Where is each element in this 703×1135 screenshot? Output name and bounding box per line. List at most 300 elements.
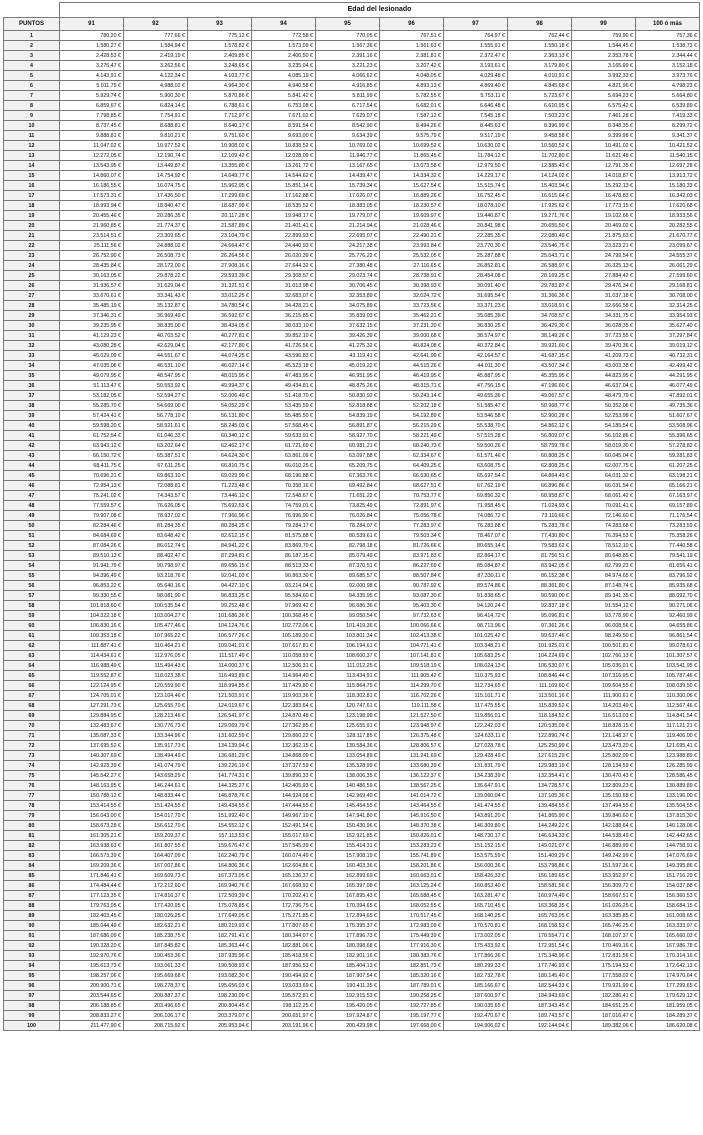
value-cell: 106.830,16 € — [60, 621, 124, 631]
puntos-cell: 73 — [4, 751, 60, 761]
value-cell: 90.787,92 € — [380, 581, 444, 591]
value-cell: 115.864,75 € — [316, 681, 380, 691]
value-cell: 16.342,03 € — [636, 191, 700, 201]
age-header: 94 — [252, 18, 316, 31]
value-cell: 2.353,78 € — [572, 51, 636, 61]
value-cell: 149.395,86 € — [636, 861, 700, 871]
value-cell: 39.235,95 € — [60, 321, 124, 331]
value-cell: 7.461,28 € — [572, 111, 636, 121]
value-cell: 123.948,97 € — [380, 721, 444, 731]
table-title: Edad del lesionado — [60, 3, 700, 18]
value-cell: 79.503,34 € — [380, 531, 444, 541]
value-cell: 146.878,76 € — [188, 791, 252, 801]
value-cell: 177.866,36 € — [444, 951, 508, 961]
value-cell: 2.428,53 € — [60, 51, 124, 61]
value-cell: 135.528,99 € — [316, 761, 380, 771]
value-cell: 162.899,69 € — [316, 871, 380, 881]
table-row — [4, 111, 700, 121]
value-cell: 156.189,65 € — [508, 871, 572, 881]
value-cell: 10.421,52 € — [636, 141, 700, 151]
table-row — [4, 151, 700, 161]
value-cell: 64.864,43 € — [508, 471, 572, 481]
value-cell: 6.610,95 € — [508, 101, 572, 111]
value-cell: 145.916,50 € — [380, 811, 444, 821]
value-cell: 8.445,63 € — [444, 121, 508, 131]
value-cell: 127.615,29 € — [508, 751, 572, 761]
value-cell: 26.020,39 € — [252, 251, 316, 261]
value-cell: 42.629,04 € — [124, 341, 188, 351]
value-cell: 772,58 € — [252, 31, 316, 41]
value-cell: 167.986,78 € — [636, 941, 700, 951]
value-cell: 154.552,12 € — [188, 821, 252, 831]
value-cell: 156.360,53 € — [636, 891, 700, 901]
value-cell: 120.535,09 € — [508, 721, 572, 731]
value-cell: 119.903,36 € — [252, 691, 316, 701]
value-cell: 48.315,71 € — [380, 381, 444, 391]
value-cell: 39.000,68 € — [380, 331, 444, 341]
table-row — [4, 241, 700, 251]
value-cell: 9.399,98 € — [572, 131, 636, 141]
value-cell: 144.538,49 € — [572, 831, 636, 841]
value-cell: 187.600,97 € — [444, 991, 508, 1001]
value-cell: 193.061,33 € — [124, 961, 188, 971]
value-cell: 167.007,86 € — [124, 861, 188, 871]
value-cell: 61.721,69 € — [252, 441, 316, 451]
value-cell: 17.620,68 € — [636, 201, 700, 211]
value-cell: 142.923,39 € — [60, 761, 124, 771]
table-row — [4, 871, 700, 881]
value-cell: 24.555,37 € — [636, 251, 700, 261]
value-cell: 160.074,49 € — [252, 851, 316, 861]
value-cell: 37.723,55 € — [572, 331, 636, 341]
puntos-cell: 25 — [4, 271, 60, 281]
value-cell: 36.830,25 € — [444, 321, 508, 331]
value-cell: 148.833,44 € — [124, 791, 188, 801]
value-cell: 182.286,41 € — [572, 991, 636, 1001]
value-cell: 8.494,26 € — [380, 121, 444, 131]
value-cell: 5.694,23 € — [572, 91, 636, 101]
value-cell: 198.278,37 € — [124, 981, 188, 991]
value-cell: 195.656,03 € — [188, 981, 252, 991]
value-cell: 158.673,28 € — [60, 821, 124, 831]
value-cell: 83.942,05 € — [508, 561, 572, 571]
value-cell: 44.551,67 € — [124, 351, 188, 361]
age-header: 97 — [444, 18, 508, 31]
value-cell: 101.419,36 € — [316, 621, 380, 631]
value-cell: 141.865,90 € — [508, 811, 572, 821]
value-cell: 3.973,76 € — [636, 71, 700, 81]
value-cell: 49.434,81 € — [252, 381, 316, 391]
value-cell: 143.891,20 € — [444, 811, 508, 821]
value-cell: 5.870,86 € — [188, 91, 252, 101]
value-cell: 96.008,56 € — [572, 621, 636, 631]
value-cell: 97.361,26 € — [508, 621, 572, 631]
value-cell: 25.776,22 € — [316, 251, 380, 261]
value-cell: 87.084,26 € — [60, 541, 124, 551]
value-cell: 5.753,11 € — [444, 91, 508, 101]
value-cell: 29.308,57 € — [252, 271, 316, 281]
value-cell: 111.169,60 € — [508, 681, 572, 691]
value-cell: 30.091,40 € — [444, 281, 508, 291]
value-cell: 35.462,21 € — [380, 311, 444, 321]
puntos-cell: 42 — [4, 441, 60, 451]
value-cell: 170.202,41 € — [252, 891, 316, 901]
value-cell: 23.546,75 € — [508, 241, 572, 251]
value-cell: 187.343,45 € — [508, 1001, 572, 1011]
value-cell: 27.599,60 € — [636, 271, 700, 281]
value-cell: 46.637,04 € — [572, 381, 636, 391]
value-cell: 175.078,85 € — [188, 901, 252, 911]
value-cell: 192.144,04 € — [508, 1021, 572, 1031]
value-cell: 116.988,49 € — [60, 661, 124, 671]
table-row — [4, 91, 700, 101]
value-cell: 170.469,16 € — [572, 941, 636, 951]
value-cell: 103.004,27 € — [124, 611, 188, 621]
value-cell: 155.017,69 € — [252, 831, 316, 841]
value-cell: 111.012,25 € — [316, 661, 380, 671]
value-cell: 144.325,27 € — [188, 781, 252, 791]
value-cell: 175.395,37 € — [316, 921, 380, 931]
value-cell: 150.826,01 € — [380, 831, 444, 841]
value-cell: 12.109,42 € — [188, 151, 252, 161]
value-cell: 5.900,30 € — [124, 91, 188, 101]
value-cell: 182.544,33 € — [508, 981, 572, 991]
value-cell: 28.172,00 € — [124, 261, 188, 271]
value-cell: 14.860,07 € — [60, 171, 124, 181]
value-cell: 22.080,49 € — [508, 231, 572, 241]
value-cell: 41.687,15 € — [508, 351, 572, 361]
value-cell: 51.585,47 € — [444, 401, 508, 411]
value-cell: 107.316,95 € — [572, 671, 636, 681]
value-cell: 58.759,78 € — [508, 441, 572, 451]
value-cell: 168.140,25 € — [444, 911, 508, 921]
value-cell: 187.789,01 € — [380, 981, 444, 991]
value-cell: 197.668,00 € — [380, 1021, 444, 1031]
value-cell: 10.699,52 € — [380, 141, 444, 151]
value-cell: 147.076,69 € — [636, 851, 700, 861]
value-cell: 166.573,39 € — [60, 851, 124, 861]
value-cell: 136.647,91 € — [444, 781, 508, 791]
value-cell: 112.734,65 € — [444, 681, 508, 691]
value-cell: 208.833,27 € — [60, 1011, 124, 1021]
puntos-cell: 69 — [4, 711, 60, 721]
value-cell: 168.158,53 € — [508, 921, 572, 931]
value-cell: 75.283,78 € — [508, 521, 572, 531]
value-cell: 88.361,80 € — [508, 581, 572, 591]
table-row — [4, 821, 700, 831]
value-cell: 169.209,36 € — [60, 861, 124, 871]
value-cell: 43.080,28 € — [60, 341, 124, 351]
value-cell: 1.584,94 € — [124, 41, 188, 51]
value-cell: 163.281,47 € — [444, 891, 508, 901]
value-cell: 7.754,91 € — [124, 111, 188, 121]
value-cell: 30.708,00 € — [636, 291, 700, 301]
value-cell: 156.000,36 € — [444, 861, 508, 871]
value-cell: 79.583,62 € — [508, 541, 572, 551]
puntos-cell: 4 — [4, 61, 60, 71]
value-cell: 36.215,85 € — [252, 311, 316, 321]
value-cell: 66.810,75 € — [188, 461, 252, 471]
value-cell: 24.664,47 € — [188, 241, 252, 251]
value-cell: 110.375,93 € — [444, 671, 508, 681]
puntos-cell: 80 — [4, 821, 60, 831]
value-cell: 132.483,67 € — [60, 721, 124, 731]
table-row — [4, 951, 700, 961]
value-cell: 164.407,09 € — [124, 851, 188, 861]
value-cell: 114.841,54 € — [636, 711, 700, 721]
value-cell: 153.952,97 € — [572, 871, 636, 881]
value-cell: 88.513,33 € — [252, 561, 316, 571]
value-cell: 135.150,68 € — [572, 791, 636, 801]
compensation-table — [3, 2, 700, 1031]
value-cell: 90.798,97 € — [124, 561, 188, 571]
value-cell: 29.593,39 € — [188, 271, 252, 281]
value-cell: 152.921,85 € — [316, 831, 380, 841]
value-cell: 79.284,17 € — [252, 521, 316, 531]
puntos-cell: 58 — [4, 601, 60, 611]
value-cell: 174.484,44 € — [60, 881, 124, 891]
value-cell: 104.322,18 € — [60, 611, 124, 621]
table-row — [4, 101, 700, 111]
puntos-cell: 78 — [4, 801, 60, 811]
value-cell: 82.798,18 € — [316, 541, 380, 551]
value-cell: 128.806,57 € — [380, 741, 444, 751]
value-cell: 99.252,48 € — [188, 601, 252, 611]
value-cell: 48.547,95 € — [124, 371, 188, 381]
table-row — [4, 361, 700, 371]
table-row — [4, 571, 700, 581]
value-cell: 114.434,61 € — [60, 651, 124, 661]
puntos-cell: 5 — [4, 71, 60, 81]
value-cell: 33.670,61 € — [60, 291, 124, 301]
value-cell: 184.943,69 € — [508, 991, 572, 1001]
value-cell: 23.104,79 € — [188, 231, 252, 241]
value-cell: 36.969,49 € — [124, 311, 188, 321]
value-cell: 125.802,09 € — [572, 751, 636, 761]
table-row — [4, 171, 700, 181]
puntos-cell: 75 — [4, 771, 60, 781]
value-cell: 6.717,54 € — [316, 101, 380, 111]
table-row — [4, 41, 700, 51]
value-cell: 119.111,58 € — [380, 701, 444, 711]
puntos-cell: 40 — [4, 421, 60, 431]
value-cell: 151.409,29 € — [508, 851, 572, 861]
table-row — [4, 541, 700, 551]
value-cell: 177.420,95 € — [124, 901, 188, 911]
value-cell: 144.249,22 € — [508, 821, 572, 831]
value-cell: 173.002,05 € — [444, 931, 508, 941]
table-row — [4, 261, 700, 271]
value-cell: 4.103,77 € — [188, 71, 252, 81]
value-cell: 54.185,54 € — [572, 421, 636, 431]
value-cell: 6.682,01 € — [380, 101, 444, 111]
value-cell: 38.574,97 € — [444, 331, 508, 341]
value-cell: 66.010,25 € — [252, 461, 316, 471]
value-cell: 110.464,21 € — [124, 641, 188, 651]
value-cell: 12.272,05 € — [60, 151, 124, 161]
value-cell: 58.245,03 € — [188, 421, 252, 431]
value-cell: 11.540,15 € — [636, 151, 700, 161]
value-cell: 5.841,42 € — [252, 91, 316, 101]
value-cell: 53.435,59 € — [252, 401, 316, 411]
table-row — [4, 971, 700, 981]
value-cell: 177.807,65 € — [252, 921, 316, 931]
value-cell: 137.105,36 € — [508, 791, 572, 801]
value-cell: 45.019,22 € — [316, 361, 380, 371]
value-cell: 56.809,07 € — [508, 431, 572, 441]
value-cell: 81.756,51 € — [508, 551, 572, 561]
value-cell: 98.249,50 € — [572, 631, 636, 641]
value-cell: 127.291,73 € — [60, 701, 124, 711]
table-row — [4, 621, 700, 631]
value-cell: 180.145,40 € — [508, 971, 572, 981]
table-row — [4, 781, 700, 791]
value-cell: 8.737,45 € — [60, 121, 124, 131]
puntos-cell: 37 — [4, 391, 60, 401]
table-row — [4, 941, 700, 951]
value-cell: 193.033,69 € — [252, 981, 316, 991]
table-row — [4, 221, 700, 231]
table-row — [4, 331, 700, 341]
value-cell: 12.190,74 € — [124, 151, 188, 161]
value-cell: 156.309,72 € — [572, 881, 636, 891]
value-cell: 75.241,02 € — [60, 491, 124, 501]
value-cell: 12.028,09 € — [252, 151, 316, 161]
puntos-cell: 66 — [4, 681, 60, 691]
value-cell: 27.116,65 € — [380, 261, 444, 271]
value-cell: 169.609,73 € — [124, 871, 188, 881]
value-cell: 14.124,02 € — [508, 171, 572, 181]
value-cell: 128.134,59 € — [572, 761, 636, 771]
value-cell: 57.424,41 € — [60, 411, 124, 421]
value-cell: 33.341,43 € — [124, 291, 188, 301]
puntos-cell: 55 — [4, 571, 60, 581]
value-cell: 4.143,91 € — [60, 71, 124, 81]
puntos-cell: 70 — [4, 721, 60, 731]
value-cell: 20.841,98 € — [444, 221, 508, 231]
value-cell: 155.741,89 € — [380, 851, 444, 861]
value-cell: 46.077,49 € — [636, 381, 700, 391]
value-cell: 89.656,15 € — [188, 561, 252, 571]
value-cell: 43.596,83 € — [252, 351, 316, 361]
value-cell: 31.629,04 € — [124, 281, 188, 291]
value-cell: 129.069,79 € — [188, 721, 252, 731]
value-cell: 154.037,88 € — [636, 881, 700, 891]
value-cell: 109.353,18 € — [60, 631, 124, 641]
value-cell: 50.553,92 € — [124, 381, 188, 391]
value-cell: 27.644,32 € — [252, 261, 316, 271]
table-row — [4, 601, 700, 611]
value-cell: 165.660,03 € — [636, 931, 700, 941]
value-cell: 29.168,81 € — [636, 281, 700, 291]
value-cell: 94.335,95 € — [316, 591, 380, 601]
value-cell: 138.494,49 € — [124, 751, 188, 761]
value-cell: 3.992,33 € — [572, 71, 636, 81]
value-cell: 116.702,26 € — [380, 691, 444, 701]
value-cell: 25.111,56 € — [60, 241, 124, 251]
value-cell: 66.896,86 € — [508, 481, 572, 491]
value-cell: 17.026,07 € — [316, 191, 380, 201]
puntos-cell: 19 — [4, 211, 60, 221]
puntos-cell: 63 — [4, 651, 60, 661]
puntos-cell: 88 — [4, 901, 60, 911]
value-cell: 31.936,57 € — [60, 281, 124, 291]
value-cell: 3.207,42 € — [380, 61, 444, 71]
value-cell: 83.869,70 € — [252, 541, 316, 551]
table-row — [4, 841, 700, 851]
value-cell: 32.683,07 € — [252, 291, 316, 301]
table-row — [4, 891, 700, 901]
value-cell: 182.881,06 € — [252, 941, 316, 951]
value-cell: 38.033,10 € — [252, 321, 316, 331]
value-cell: 95.584,60 € — [252, 591, 316, 601]
value-cell: 208.715,92 € — [124, 1021, 188, 1031]
value-cell: 128.213,46 € — [124, 711, 188, 721]
value-cell: 133.680,39 € — [380, 761, 444, 771]
value-cell: 19.779,07 € — [316, 211, 380, 221]
value-cell: 98.081,90 € — [124, 591, 188, 601]
value-cell: 71.024,93 € — [508, 501, 572, 511]
value-cell: 44.011,30 € — [444, 361, 508, 371]
value-cell: 144.924,08 € — [252, 791, 316, 801]
value-cell: 29.878,22 € — [124, 271, 188, 281]
value-cell: 104.771,41 € — [380, 641, 444, 651]
value-cell: 58.921,61 € — [124, 421, 188, 431]
value-cell: 172.736,75 € — [252, 901, 316, 911]
value-cell: 56.778,10 € — [124, 411, 188, 421]
value-cell: 200.900,71 € — [60, 981, 124, 991]
value-cell: 58.221,49 € — [380, 431, 444, 441]
value-cell: 79.907,08 € — [60, 511, 124, 521]
value-cell: 179.629,13 € — [636, 991, 700, 1001]
value-cell: 76.026,84 € — [316, 511, 380, 521]
puntos-cell: 28 — [4, 301, 60, 311]
value-cell: 75.692,53 € — [188, 501, 252, 511]
value-cell: 53.182,05 € — [60, 391, 124, 401]
value-cell: 186.620,08 € — [636, 1021, 700, 1031]
value-cell: 90.590,00 € — [508, 591, 572, 601]
value-cell: 62.808,25 € — [508, 461, 572, 471]
value-cell: 18.993,94 € — [60, 201, 124, 211]
value-cell: 198.257,06 € — [60, 971, 124, 981]
value-cell: 15.962,95 € — [188, 181, 252, 191]
value-cell: 148.370,38 € — [380, 821, 444, 831]
value-cell: 155.414,31 € — [316, 841, 380, 851]
value-cell: 21.875,63 € — [572, 231, 636, 241]
value-cell: 37.297,84 € — [636, 331, 700, 341]
value-cell: 88.507,84 € — [380, 571, 444, 581]
value-cell: 77.283,97 € — [380, 521, 444, 531]
value-cell: 170.314,16 € — [636, 951, 700, 961]
table-row — [4, 411, 700, 421]
value-cell: 211.477,90 € — [60, 1021, 124, 1031]
table-row — [4, 251, 700, 261]
value-cell: 31.013,98 € — [252, 281, 316, 291]
puntos-cell: 92 — [4, 941, 60, 951]
value-cell: 6.824,14 € — [124, 101, 188, 111]
value-cell: 195.197,77 € — [380, 1011, 444, 1021]
value-cell: 34.075,89 € — [316, 301, 380, 311]
puntos-header: PUNTOS — [4, 18, 60, 31]
value-cell: 40.277,81 € — [188, 331, 252, 341]
value-cell: 18.687,99 € — [188, 201, 252, 211]
value-cell: 70.358,16 € — [252, 481, 316, 491]
puntos-cell: 43 — [4, 451, 60, 461]
table-row — [4, 31, 700, 41]
value-cell: 135.917,73 € — [124, 741, 188, 751]
table-row — [4, 511, 700, 521]
value-cell: 19.440,87 € — [444, 211, 508, 221]
